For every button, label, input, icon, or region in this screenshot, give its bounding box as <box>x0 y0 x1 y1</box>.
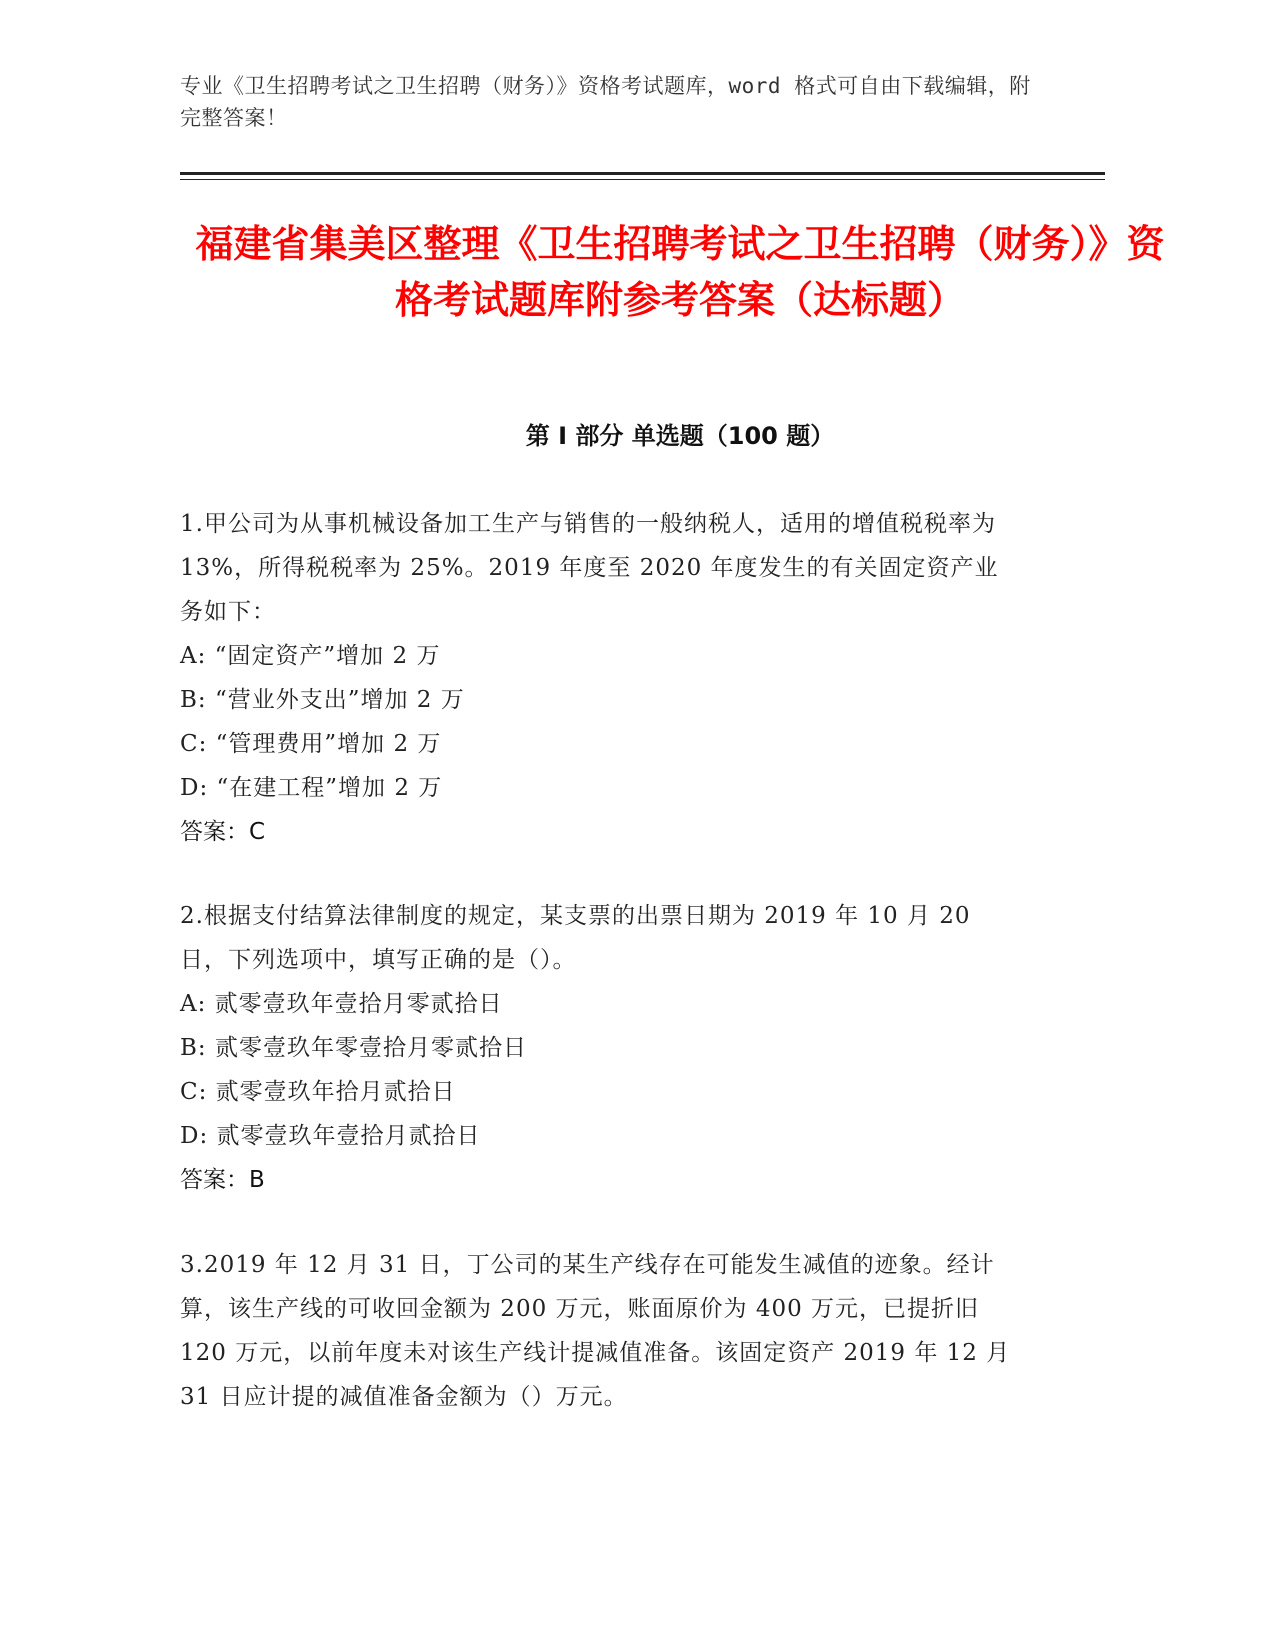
header-divider-thick <box>180 172 1105 175</box>
question-3 <box>180 1243 1020 1419</box>
option-d: D: 贰零壹玖年壹拾月贰拾日 <box>180 1123 481 1149</box>
header-note: 专业《卫生招聘考试之卫生招聘（财务）》资格考试题库，word 格式可自由下载编辑，附完整答案！ <box>180 74 1031 130</box>
question-stem: 2.根据支付结算法律制度的规定，某支票的出票日期为 2019 年 10 月 20 日，下列选项中，填写正确的是（）。 <box>180 903 971 973</box>
option-b: B: “营业外支出”增加 2 万 <box>180 687 465 713</box>
option-c: C: “管理费用”增加 2 万 <box>180 731 442 757</box>
question-2 <box>180 894 1020 1202</box>
section-heading: 第 I 部分 单选题（100 题） <box>525 422 835 450</box>
header-divider-thin <box>180 179 1105 180</box>
option-d: D: “在建工程”增加 2 万 <box>180 775 443 801</box>
document-title: 福建省集美区整理《卫生招聘考试之卫生招聘（财务）》资格考试题库附参考答案（达标题） <box>195 222 1165 322</box>
answer: 答案：C <box>180 819 266 845</box>
question-stem: 3.2019 年 12 月 31 日，丁公司的某生产线存在可能发生减值的迹象。经计算，该生产线的可收回金额为 200 万元，账面原价为 400 万元，已提折旧 120 万元，以前年度未对该生产线计提减值准备。该固定资产 2019 年 12 月 31 日应计提的减值准备金额为（）万元。 <box>180 1252 1011 1410</box>
question-stem: 1.甲公司为从事机械设备加工生产与销售的一般纳税人，适用的增值税税率为 13%，所得税税率为 25%。2019 年度至 2020 年度发生的有关固定资产业务如下： <box>180 511 999 625</box>
option-a: A: “固定资产”增加 2 万 <box>180 643 441 669</box>
question-1 <box>180 502 1020 854</box>
answer: 答案：B <box>180 1167 265 1193</box>
option-b: B: 贰零壹玖年零壹拾月零贰拾日 <box>180 1035 527 1061</box>
option-a: A: 贰零壹玖年壹拾月零贰拾日 <box>180 991 503 1017</box>
option-c: C: 贰零壹玖年拾月贰拾日 <box>180 1079 456 1105</box>
